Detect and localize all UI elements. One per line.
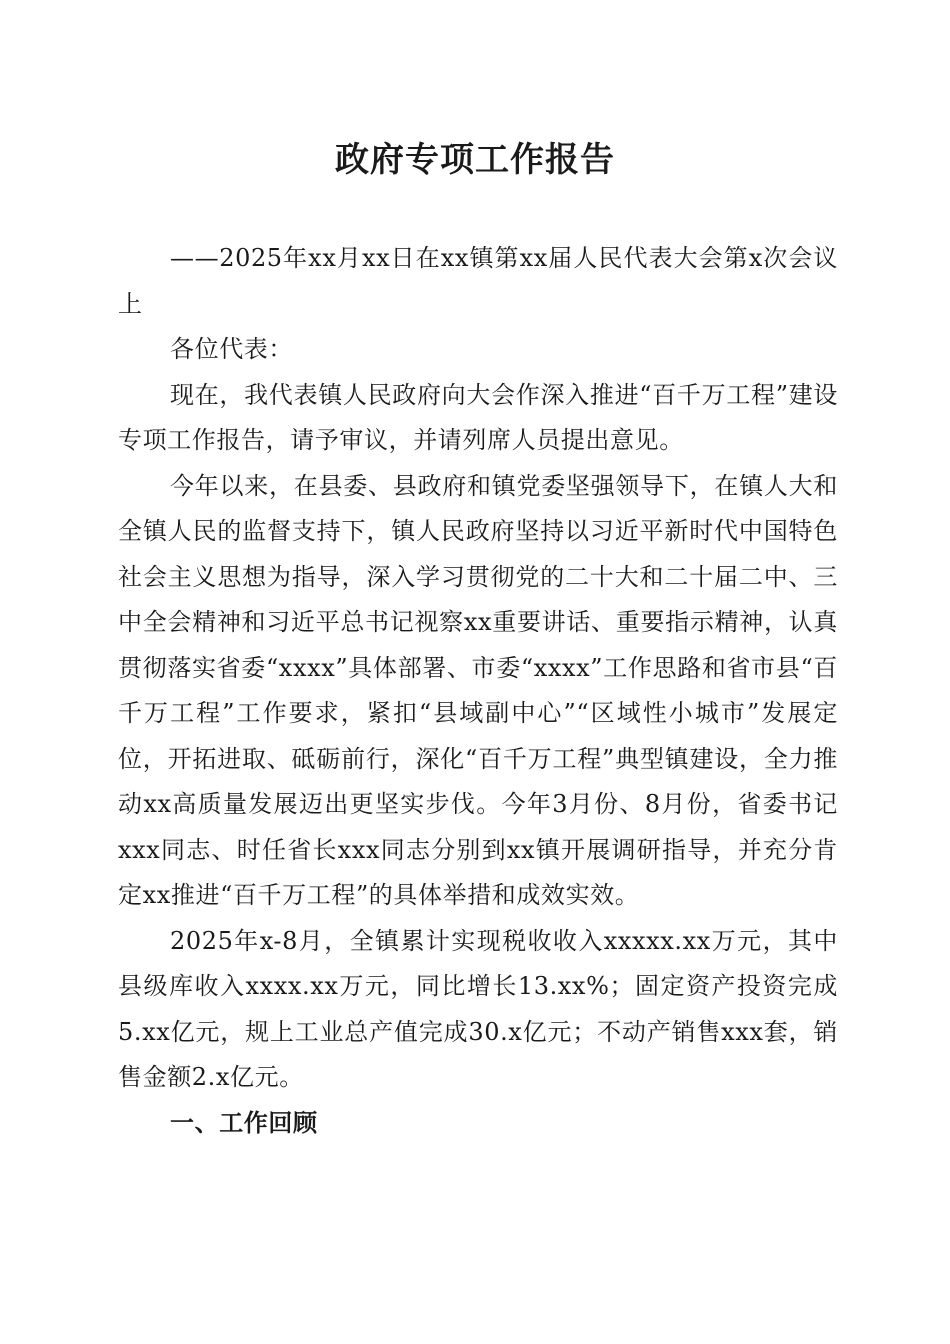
statistics-paragraph: 2025年x-8月，全镇累计实现税收收入xxxxx.xx万元，其中县级库收入xxxx.xx万元，同比增长13.xx%；固定资产投资完成5.xx亿元，规上工业总产值完成30.x亿元；不动产销售xxx套，销售金额2.x亿元。: [118, 926, 838, 1091]
subtitle-paragraph: ——2025年xx月xx日在xx镇第xx届人民代表大会第x次会议上: [118, 244, 838, 318]
intro-paragraph: 现在，我代表镇人民政府向大会作深入推进“百千万工程”建设专项工作报告，请予审议，并请列席人员提出意见。: [118, 380, 838, 454]
background-paragraph: 今年以来，在县委、县政府和镇党委坚强领导下，在镇人大和全镇人民的监督支持下，镇人民政府坚持以习近平新时代中国特色社会主义思想为指导，深入学习贯彻党的二十大和二十届二中、三中全会精神和习近平总书记视察xx重要讲话、重要指示精神，认真贯彻落实省委“xxxx”具体部署、市委“xxxx”工作思路和省市县“百千万工程”工作要求，紧扣“县域副中心”“区域性小城市”发展定位，开拓进取、砥砺前行，深化“百千万工程”典型镇建设，全力推动xx高质量发展迈出更坚实步伐。今年3月份、8月份，省委书记xxx同志、时任省长xxx同志分别到xx镇开展调研指导，并充分肯定xx推进“百千万工程”的具体举措和成效实效。: [118, 471, 838, 909]
salutation-paragraph: 各位代表：: [170, 335, 293, 363]
document-title: 政府专项工作报告: [335, 140, 615, 180]
section-heading: 一、工作回顾: [170, 1108, 318, 1137]
document-body: [118, 236, 838, 1146]
